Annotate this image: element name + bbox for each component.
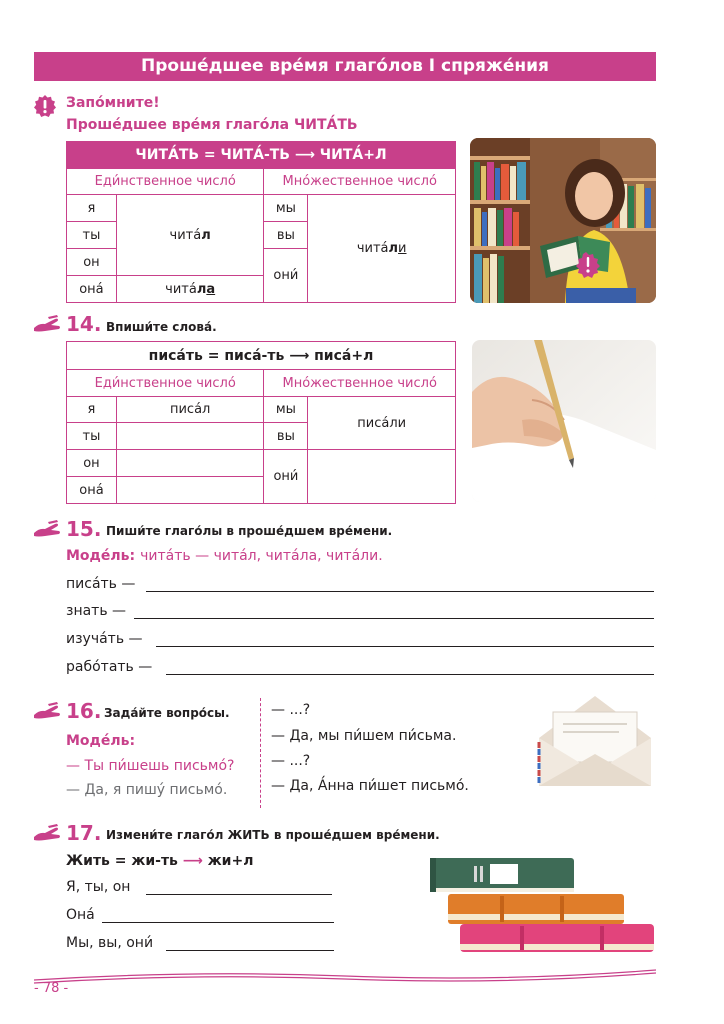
pronoun-ona: она́ [67,477,117,504]
pronoun-ya: я [67,397,117,423]
books-stack-illustration [420,856,660,954]
plural-header: Мно́жественное число́ [264,370,456,397]
exercise-16-instruction: Зада́йте вопро́сы. [104,706,230,720]
form-on-blank[interactable] [116,450,264,477]
form-ona-blank[interactable] [116,477,264,504]
table-header: писа́ть = писа́-ть ⟶ писа́+л [67,342,456,370]
form-plural: писа́ли [308,397,456,450]
exercise-16-number: 16. [66,699,102,723]
page-number: - 78 - [34,981,69,996]
ex15-answer-line-3[interactable] [156,646,654,647]
form-ty-blank[interactable] [116,423,264,450]
envelope-illustration [533,694,657,792]
ex17-answer-line-3[interactable] [166,950,334,951]
feminine-form: чита́ла [116,276,264,303]
ex15-line-1-label: писа́ть — [66,576,136,592]
writing-hand-icon [33,702,61,720]
exercise-14-instruction: Впиши́те слова́. [106,320,217,334]
singular-header: Еди́нственное число́ [67,169,264,195]
chitat-conjugation-table [66,141,456,303]
exercise-16-model-question: — Ты пи́шешь письмо́? [66,758,235,774]
ex15-line-2-label: знать — [66,603,127,619]
remember-title: Запо́мните! [66,95,160,111]
exercise-15-instruction: Пиши́те глаго́лы в проше́дшем вре́мени. [106,524,393,538]
pisat-conjugation-table [66,341,456,504]
exercise-17-instruction: Измени́те глаго́л ЖИТЬ в проше́дшем вре́мени. [106,828,440,842]
ex17-answer-line-2[interactable] [102,922,334,923]
pronoun-on: он [67,249,117,276]
pronoun-my: мы [264,397,308,423]
ex17-line-2-label: Она́ [66,907,95,923]
exercise-15-number: 15. [66,517,102,541]
exercise-16-model-label: Моде́ль: [66,733,136,749]
plural-form: чита́ли [308,195,456,303]
form-oni-blank[interactable] [308,450,456,504]
singular-header: Еди́нственное число́ [67,370,264,397]
ex17-answer-line-1[interactable] [146,894,332,895]
dialog-line-3: — ...? [271,753,311,769]
writing-hand-icon [33,824,61,842]
pronoun-vy: вы [264,423,308,450]
ex15-line-4-label: рабо́тать — [66,659,153,675]
ex15-answer-line-4[interactable] [166,674,654,675]
pronoun-ona: она́ [67,276,117,303]
hand-writing-photo [472,340,656,502]
exclamation-badge-icon [33,94,57,118]
writing-hand-icon [33,315,61,333]
ex17-line-3-label: Мы, вы, они́ [66,935,154,951]
ex15-answer-line-1[interactable] [146,591,654,592]
pronoun-vy: вы [264,222,308,249]
arrow-right-icon: ⟶ [182,853,203,869]
dialog-line-1: — ...? [271,702,311,718]
ex15-line-3-label: изуча́ть — [66,631,143,647]
pronoun-ty: ты [67,423,117,450]
dialog-divider [260,698,261,808]
dialog-line-2: — Да, мы пи́шем пи́сьма. [271,728,457,744]
exercise-16-model-answer: — Да, я пишу́ письмо́. [66,782,228,798]
exercise-17-number: 17. [66,821,102,845]
exercise-17-formula: Жить = жи-ть ⟶ жи+л [66,853,254,869]
ex15-answer-line-2[interactable] [134,618,654,619]
form-ya: писа́л [116,397,264,423]
writing-hand-icon [33,520,61,538]
exercise-14-number: 14. [66,312,102,336]
table-header: ЧИТА́ТЬ = ЧИТА́-ТЬ ⟶ ЧИТА́+Л [67,142,456,169]
pronoun-on: он [67,450,117,477]
pronoun-oni: они́ [264,249,308,303]
dialog-line-4: — Да, А́нна пи́шет письмо́. [271,778,469,794]
pronoun-ya: я [67,195,117,222]
ex17-line-1-label: Я, ты, он [66,879,131,895]
pronoun-oni: они́ [264,450,308,504]
plural-header: Мно́жественное число́ [264,169,456,195]
remember-subtitle: Проше́дшее вре́мя глаго́ла ЧИТА́ТЬ [66,117,358,133]
footer-wave-line [34,966,656,986]
masculine-form: чита́л [116,195,264,276]
exercise-15-model: Моде́ль: чита́ть — чита́л, чита́ла, чита́ли. [66,548,383,564]
student-reading-photo [470,138,656,303]
pronoun-my: мы [264,195,308,222]
page-title: Проше́дшее вре́мя глаго́лов I спряже́ния [34,52,656,81]
pronoun-ty: ты [67,222,117,249]
